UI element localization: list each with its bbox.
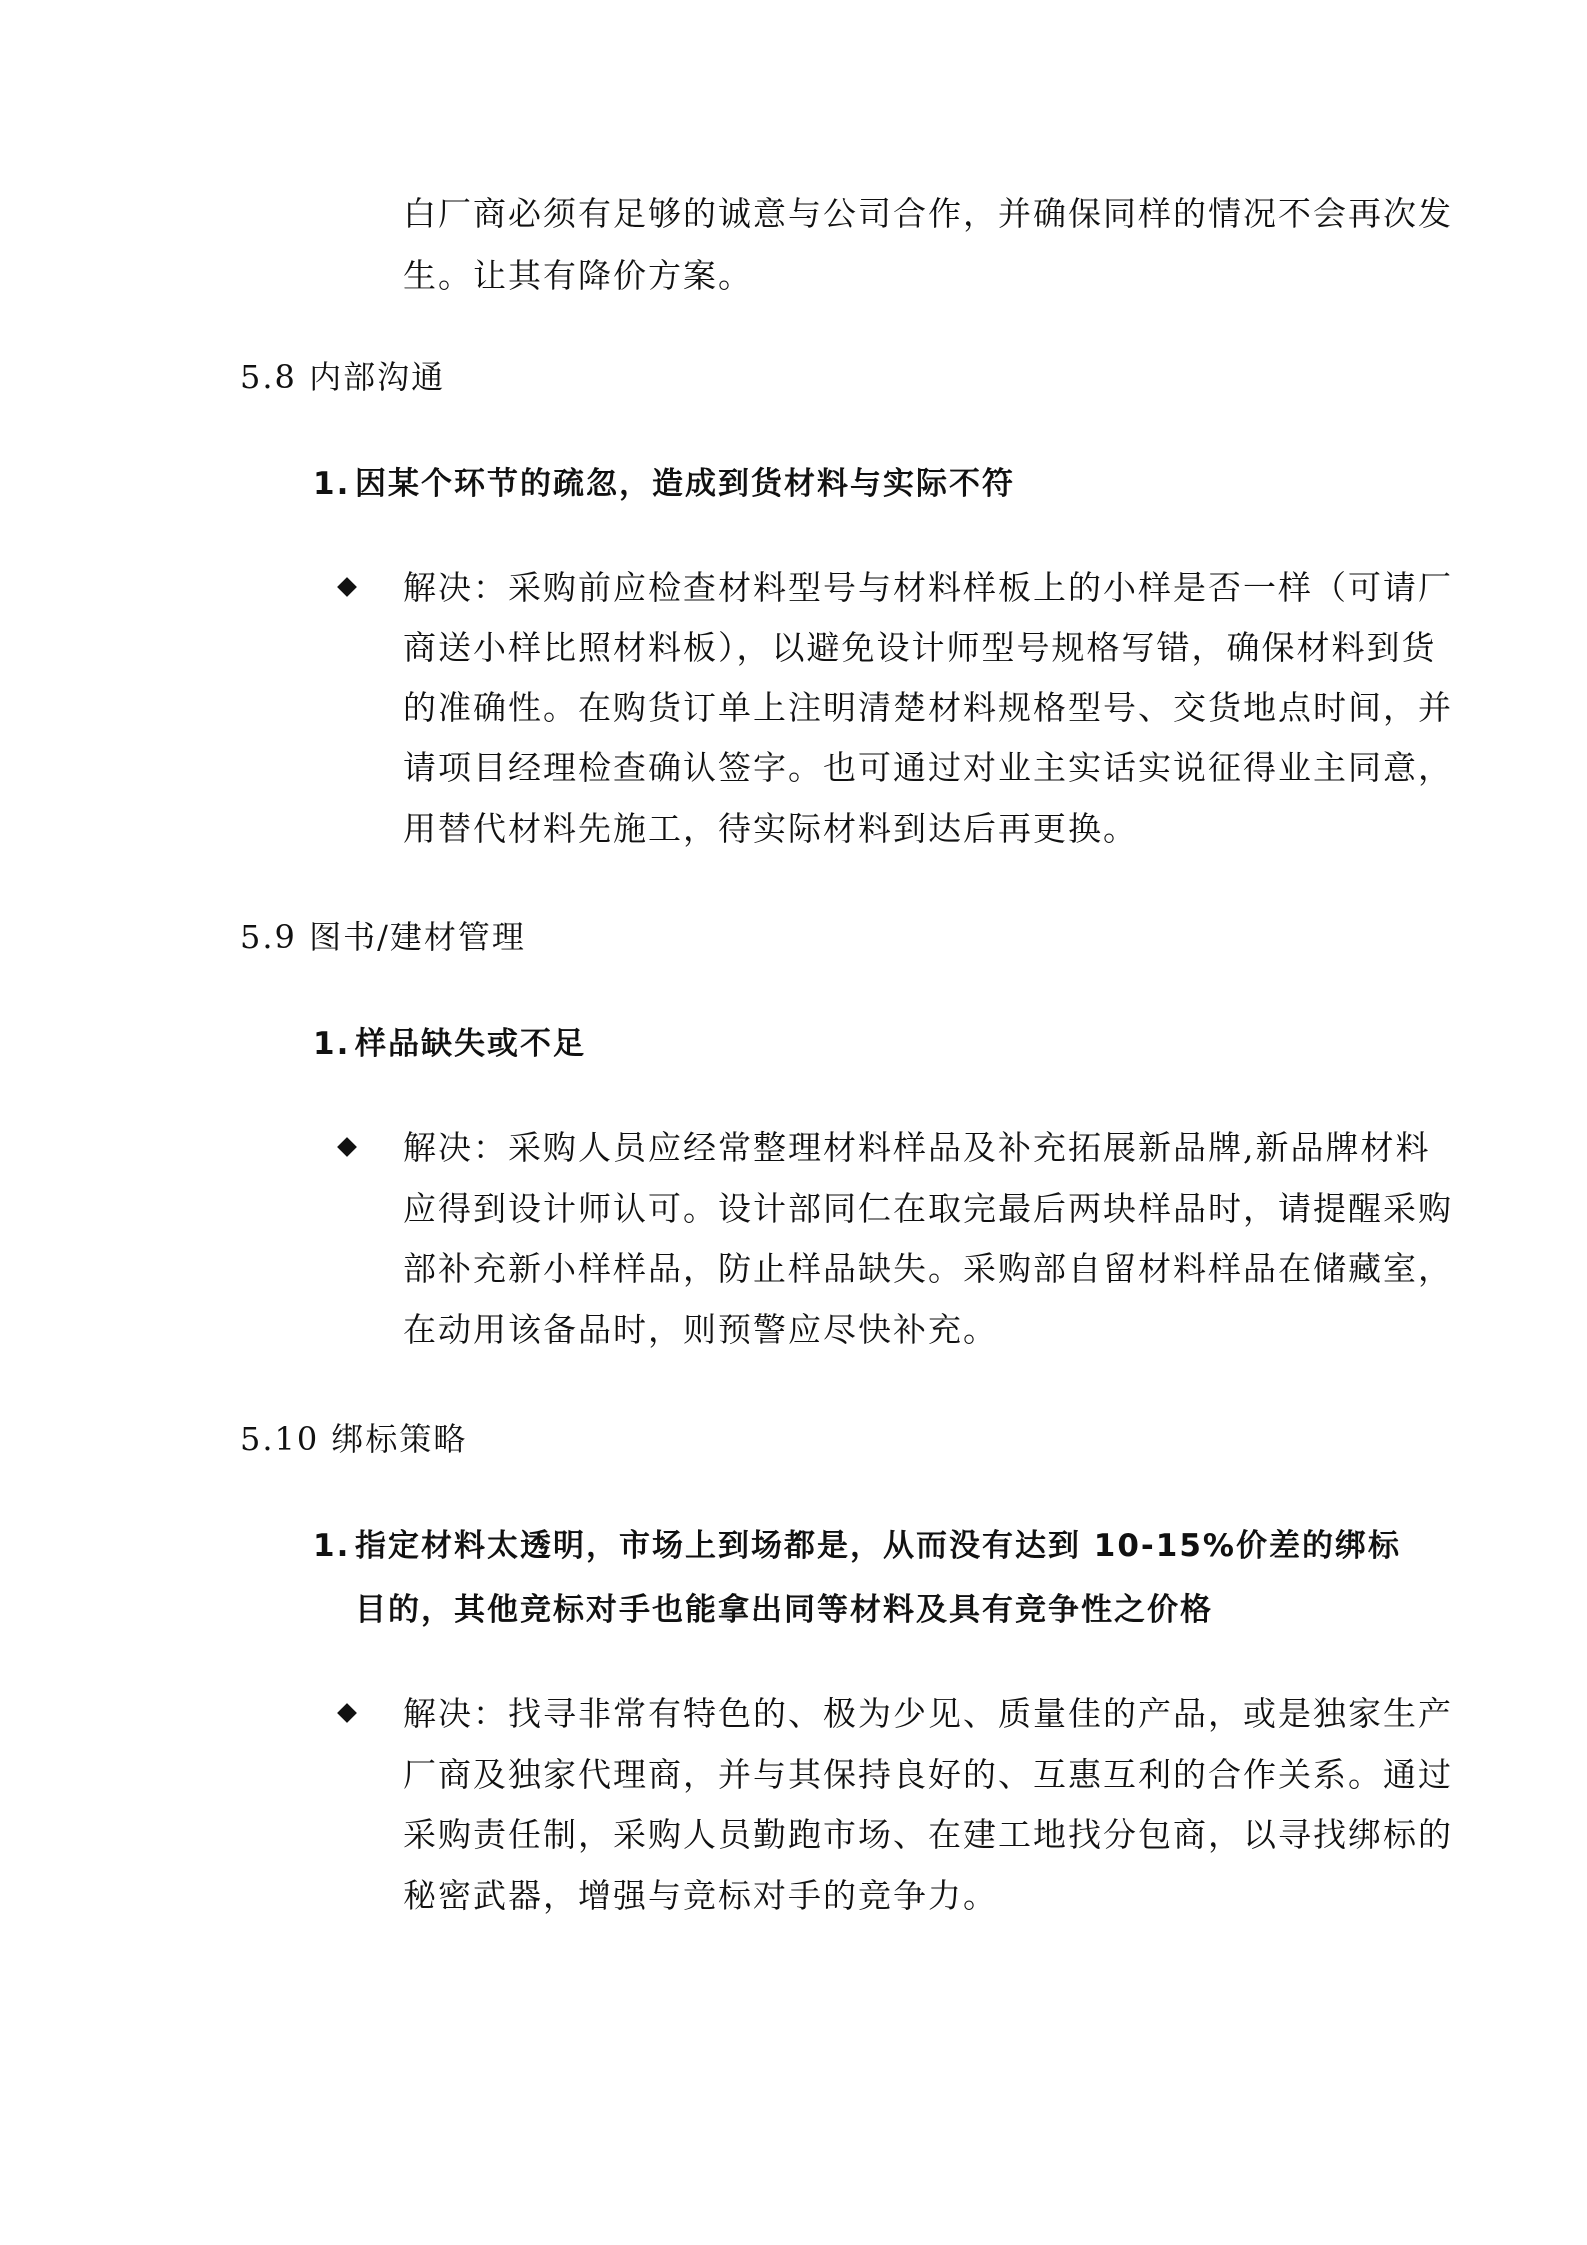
item-heading [313, 1524, 1401, 1568]
item-number: 1. [313, 466, 351, 502]
solution-line: 解决：找寻非常有特色的、极为少见、质量佳的产品，或是独家生产 [403, 1694, 1453, 1733]
solution-line: 用替代材料先施工，待实际材料到达后再更换。 [403, 809, 1138, 848]
solution-line: 秘密武器，增强与竞标对手的竞争力。 [403, 1876, 998, 1915]
solution-line: 在动用该备品时，则预警应尽快补充。 [403, 1310, 998, 1349]
solution-line: 部补充新小样样品，防止样品缺失。采购部自留材料样品在储藏室， [403, 1249, 1453, 1288]
solution-line: 厂商及独家代理商，并与其保持良好的、互惠互利的合作关系。通过 [403, 1755, 1453, 1794]
item-heading-text: 样品缺失或不足 [355, 1026, 586, 1062]
section-title-5-10: 5.10 绑标策略 [240, 1420, 468, 1458]
item-number: 1. [313, 1026, 351, 1062]
item-heading [313, 462, 1015, 506]
bullet-diamond-icon [337, 1137, 357, 1157]
solution-line: 商送小样比照材料板），以避免设计师型号规格写错，确保材料到货 [403, 628, 1437, 667]
solution-line: 请项目经理检查确认签字。也可通过对业主实话实说征得业主同意， [403, 748, 1453, 787]
solution-line: 采购责任制，采购人员勤跑市场、在建工地找分包商，以寻找绑标的 [403, 1815, 1453, 1854]
solution-line: 解决：采购人员应经常整理材料样品及补充拓展新品牌,新品牌材料 [403, 1128, 1431, 1167]
item-heading [313, 1022, 586, 1066]
solution-line: 应得到设计师认可。设计部同仁在取完最后两块样品时，请提醒采购 [403, 1189, 1453, 1228]
item-heading-text: 因某个环节的疏忽，造成到货材料与实际不符 [355, 466, 1015, 502]
solution-line: 解决：采购前应检查材料型号与材料样板上的小样是否一样（可请厂 [403, 568, 1453, 607]
paragraph-line: 白厂商必须有足够的诚意与公司合作，并确保同样的情况不会再次发 [403, 194, 1453, 233]
section-title-5-9: 5.9 图书/建材管理 [240, 918, 526, 956]
item-number: 1. [313, 1528, 351, 1564]
bullet-diamond-icon [337, 1703, 357, 1723]
item-heading-text: 指定材料太透明，市场上到场都是，从而没有达到 10-15%价差的绑标 [355, 1528, 1401, 1564]
paragraph-line: 生。让其有降价方案。 [403, 256, 753, 295]
solution-line: 的准确性。在购货订单上注明清楚材料规格型号、交货地点时间，并 [403, 688, 1453, 727]
item-heading-text: 目的，其他竞标对手也能拿出同等材料及具有竞争性之价格 [355, 1592, 1213, 1628]
bullet-diamond-icon [337, 577, 357, 597]
section-title-5-8: 5.8 内部沟通 [240, 358, 446, 396]
